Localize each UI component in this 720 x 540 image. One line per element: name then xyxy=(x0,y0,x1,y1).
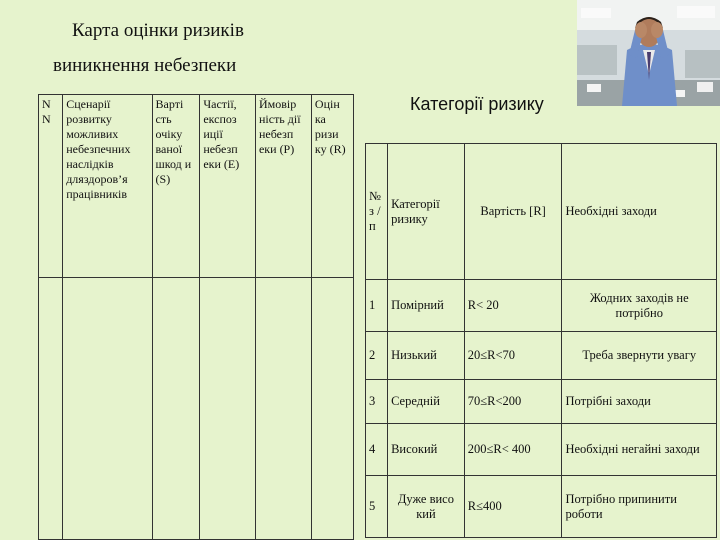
row-value: 200≤R< 400 xyxy=(464,424,562,476)
row-num: 3 xyxy=(366,380,388,424)
header-probability: Ймовір ність дії небезп еки (P) xyxy=(255,95,311,278)
row-measures: Потрібно припинити роботи xyxy=(562,476,717,538)
row-value: 20≤R<70 xyxy=(464,332,562,380)
table-row xyxy=(366,476,717,538)
row-category: Помірний xyxy=(388,280,465,332)
row-num: 2 xyxy=(366,332,388,380)
row-category: Дуже висо кий xyxy=(388,476,465,538)
title-line-1: Карта оцінки ризиків xyxy=(72,20,244,41)
table-row xyxy=(366,424,717,476)
header-num: № з / п xyxy=(366,144,388,280)
stressed-office-worker-photo xyxy=(577,0,720,106)
row-value: 70≤R<200 xyxy=(464,380,562,424)
categories-header-row xyxy=(366,144,717,280)
row-category: Середній xyxy=(388,380,465,424)
table-cell xyxy=(255,278,311,540)
table-row xyxy=(366,280,717,332)
risk-assessment-table xyxy=(38,94,354,540)
table-header-row xyxy=(39,95,354,278)
row-measures: Треба звернути увагу xyxy=(562,332,717,380)
table-row xyxy=(366,332,717,380)
row-measures: Жодних заходів не потрібно xyxy=(562,280,717,332)
row-num: 4 xyxy=(366,424,388,476)
row-value: R< 20 xyxy=(464,280,562,332)
row-category: Низький xyxy=(388,332,465,380)
row-category: Високий xyxy=(388,424,465,476)
header-category: Категорії ризику xyxy=(388,144,465,280)
table-cell xyxy=(152,278,200,540)
header-severity: Варті сть очіку ваної шкод и (S) xyxy=(152,95,200,278)
row-measures: Необхідні негайні заходи xyxy=(562,424,717,476)
row-num: 5 xyxy=(366,476,388,538)
risk-categories-table xyxy=(365,143,717,538)
header-scenario: Сценарії розвитку можливих небезпечних наслідків дляздоров’я працівників xyxy=(63,95,152,278)
table-row xyxy=(366,380,717,424)
header-value: Вартість [R] xyxy=(464,144,562,280)
header-frequency: Частії, експоз иції небезп еки (E) xyxy=(200,95,256,278)
table-cell xyxy=(311,278,353,540)
header-n: N N xyxy=(39,95,63,278)
categories-title: Категорії ризику xyxy=(410,94,544,114)
title-line-2: виникнення небезпеки xyxy=(53,55,237,76)
table-cell xyxy=(63,278,152,540)
row-value: R≤400 xyxy=(464,476,562,538)
table-cell xyxy=(39,278,63,540)
table-cell xyxy=(200,278,256,540)
table-row xyxy=(39,278,354,540)
row-measures: Потрібні заходи xyxy=(562,380,717,424)
header-assessment: Оцін ка ризи ку (R) xyxy=(311,95,353,278)
header-measures: Необхідні заходи xyxy=(562,144,717,280)
row-num: 1 xyxy=(366,280,388,332)
